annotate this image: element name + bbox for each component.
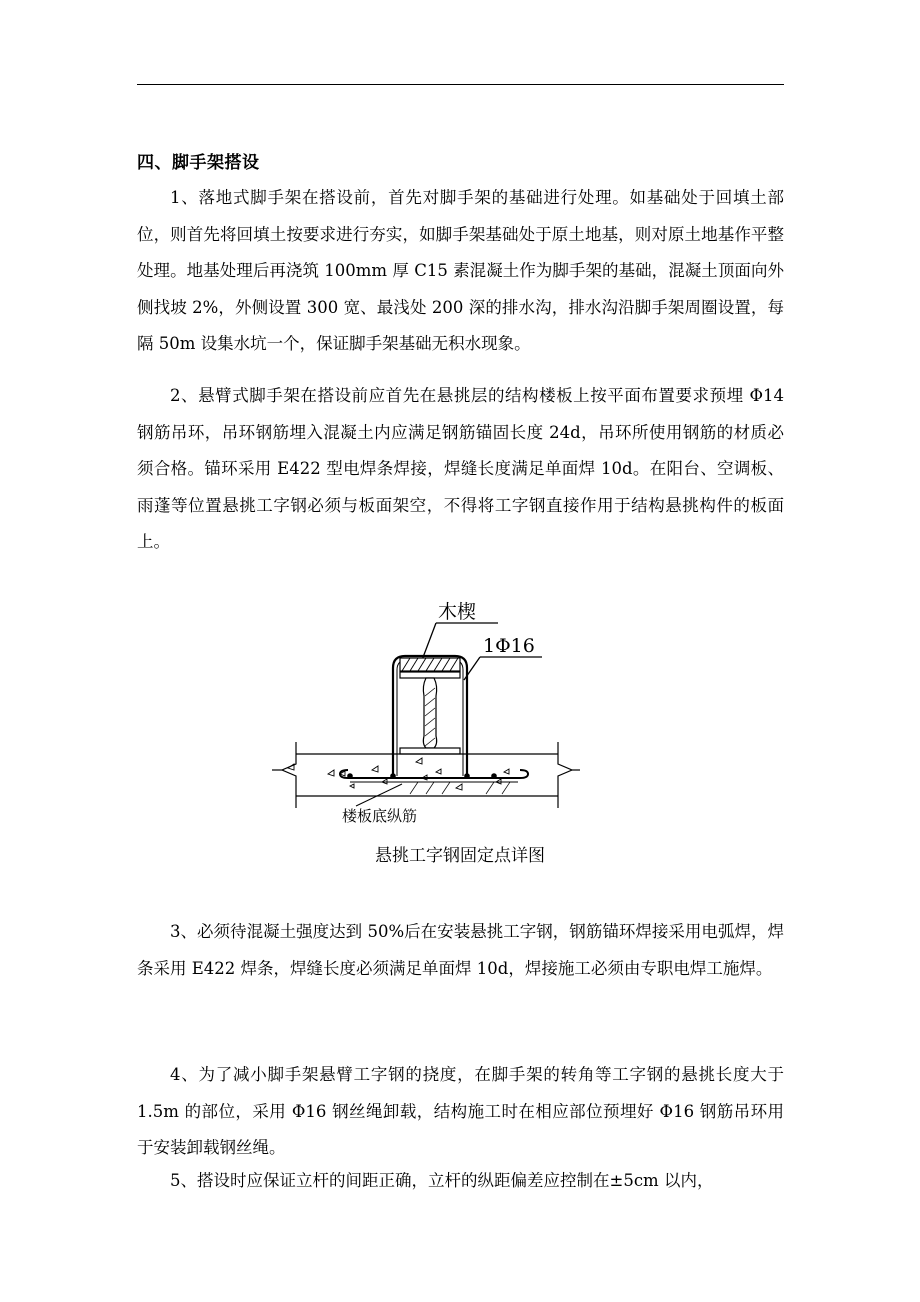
rebar-label: 1Φ16 — [483, 635, 535, 657]
paragraph-1: 1、落地式脚手架在搭设前，首先对脚手架的基础进行处理。如基础处于回填土部位，则首先将回填土按要求进行夯实，如脚手架基础处于原土地基，则对原土地基作平整处理。地基处理后再浇筑 100mm 厚 C15 素混凝土作为脚手架的基础，混凝土顶面向外侧找坡 2%，外侧设置 300 宽、最浅处 200 深的排水沟，排水沟沿脚手架周圈设置，每隔 50m 设集水坑一个，保证脚手架基础无积水现象。 — [137, 188, 784, 353]
paragraph-4: 4、为了减小脚手架悬臂工字钢的挠度，在脚手架的转角等工字钢的悬挑长度大于 1.5m 的部位，采用 Φ16 钢丝绳卸载，结构施工时在相应部位预埋好 Φ16 钢筋吊环用于安装卸载钢丝绳。 — [137, 1065, 784, 1157]
slab-rebar-leader — [356, 784, 402, 806]
header-rule — [137, 84, 784, 85]
paragraph-5: 5、搭设时应保证立杆的间距正确，立杆的纵距偏差应控制在±5cm 以内， — [170, 1171, 714, 1190]
slab-bottom-rebar — [340, 770, 528, 794]
cantilever-ibeam-detail-figure — [260, 596, 580, 836]
wood-wedge-label: 木楔 — [438, 601, 477, 623]
paragraph-3: 3、必须待混凝土强度达到 50%后在安装悬挑工字钢，钢筋锚环焊接采用电弧焊，焊条采用 E422 焊条，焊缝长度必须满足单面焊 10d，焊接施工必须由专职电焊工施焊。 — [137, 922, 784, 978]
wood-wedge-leader — [422, 623, 436, 660]
figure-caption: 悬挑工字钢固定点详图 — [375, 846, 545, 866]
section-heading: 四、脚手架搭设 — [137, 153, 260, 173]
i-beam-section — [400, 672, 460, 754]
slab-rebar-label: 楼板底纵筋 — [342, 807, 418, 825]
paragraph-2: 2、悬臂式脚手架在搭设前应首先在悬挑层的结构楼板上按平面布置要求预埋 Φ14 钢筋吊环，吊环钢筋埋入混凝土内应满足钢筋锚固长度 24d，吊环所使用钢筋的材质必须合格。锚环采用 E422 型电焊条焊接，焊缝长度满足单面焊 10d。在阳台、空调板、雨蓬等位置悬挑工字钢必须与板面架空，不得将工字钢直接作用于结构悬挑构件的板面上。 — [137, 386, 784, 551]
